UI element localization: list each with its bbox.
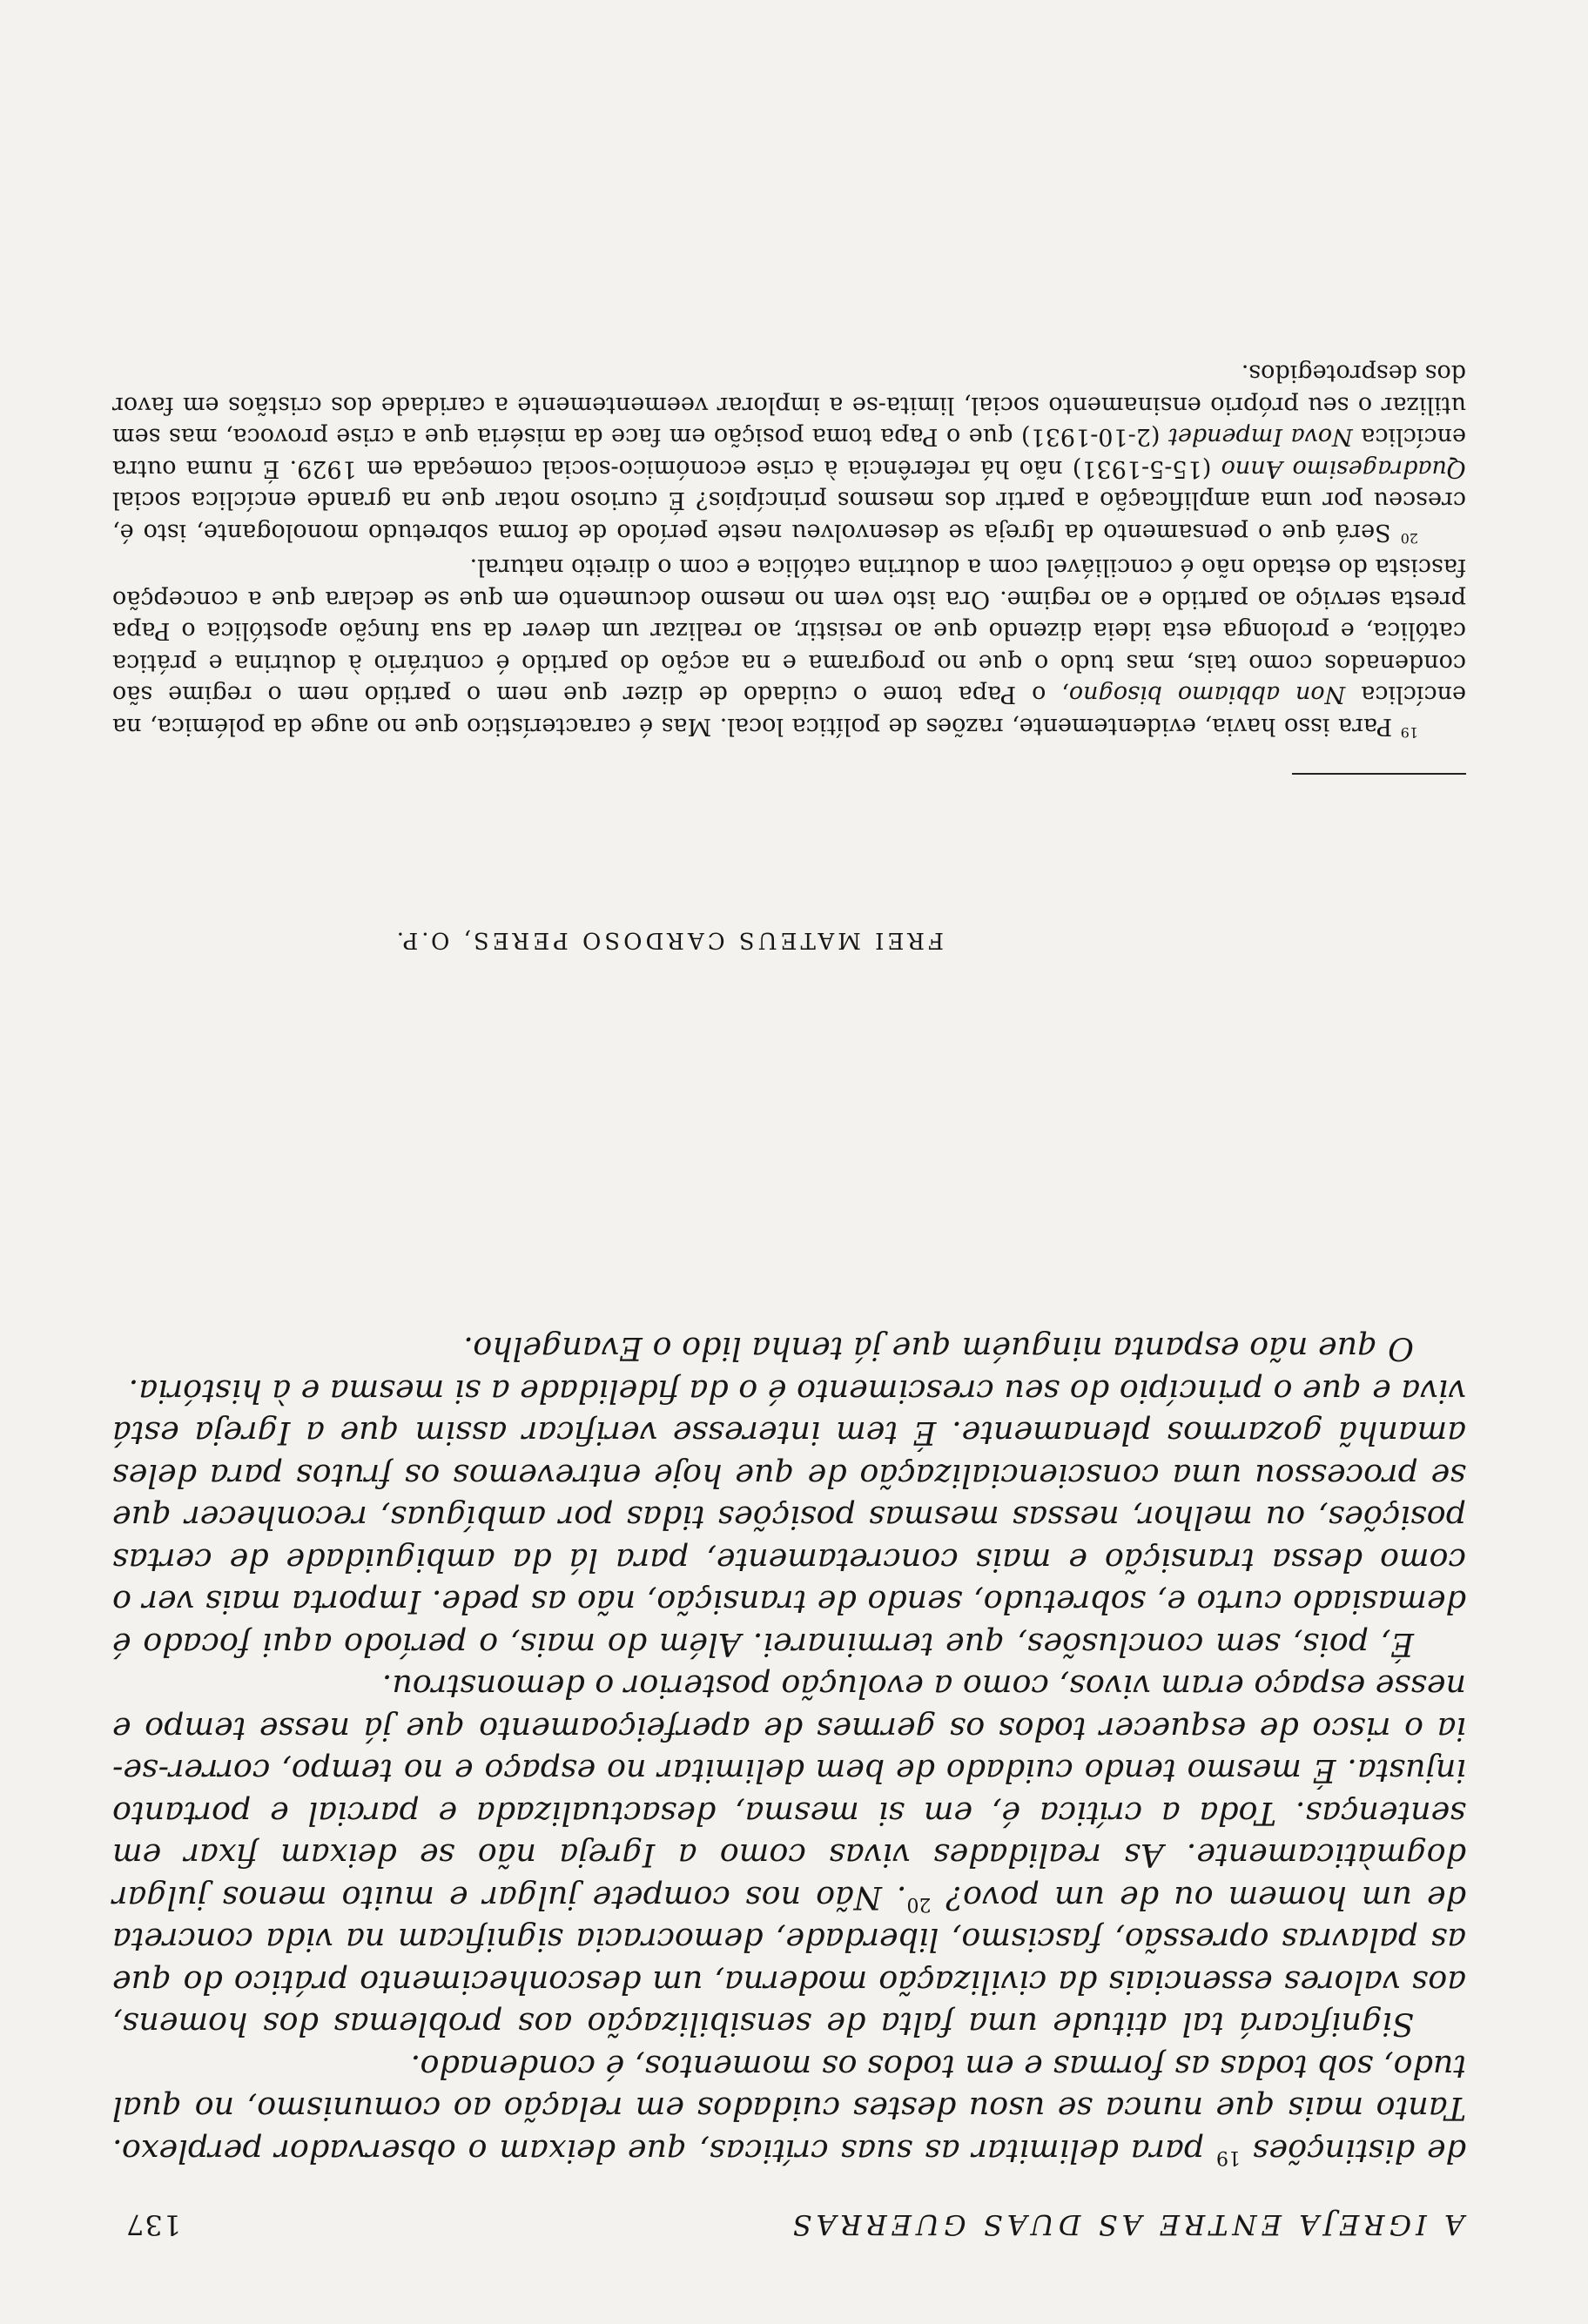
paragraph-1-rest: para delimitar as suas críticas, que deixam o observador perplexo. Tanto mais que nunca se usou destes cuidados em relação ao comunismo, no qual tudo, sob todas as formas e em todos os momentos, é condenado. <box>111 2048 1466 2170</box>
paragraph-4: O que não espanta ninguém que já tenha lido o Evangelho. <box>463 1330 1414 1368</box>
encyclical-title: Non abbiamo bisogno <box>1068 681 1346 709</box>
paragraph-3: É, pois, sem conclusões, que terminarei. Além do mais, o período aqui focado é demasiado curto e, sobretudo, sendo de transição, não as pede. Importa mais ver o como dessa transição e mais concretamente, para lá da ambiguidade de certas posições, ou melhor, nessas mesmas posições tidas por ambíguas, reconhecer que se processou uma consciencialização de que hoje entrevemos os frutos para deles amanhã gozarmos plenamente. É tem interesse verificar assim que a Igreja está viva e que o princípio do seu crescimento é o da fidelidade a si mesma e à história. <box>112 1373 1466 1663</box>
footnote-divider <box>1292 773 1466 775</box>
footnote-19 <box>112 551 1466 742</box>
footnote-number: 19 <box>1400 724 1418 741</box>
footnote-text: Para isso havia, evidentemente, razões de política local. Mas é característico que no auge da polémica, na encíclica <box>112 681 1466 740</box>
author-signature: FREI MATEUS CARDOSO PERES, O.P. <box>393 927 944 953</box>
page-number: 137 <box>125 2208 182 2241</box>
footnote-text: (15-5-1931) não há referência à crise económico-social começada em 1929. É numa outra encíclica <box>111 423 1466 482</box>
encyclical-title: Quadragesimo Anno <box>1221 455 1466 482</box>
footnote-text: , o Papa tome o cuidado de dizer que nem o partido nem o regime são condenados como tais, mas tudo o que no programa e na acção do partido é contrário à doutrina e prática católica, e prolonga esta ideia dizendo que ao resistir, ao realizar um dever da sua função apostólica o Papa presta serviço ao partido e ao regime. Ora isto vem no mesmo documento em que se declara que a concepção fascista do estado não é conciliável com a doutrina católica e com o direito natural. <box>112 554 1466 709</box>
running-title: A IGREJA ENTRE AS DUAS GUERRAS <box>788 2208 1464 2241</box>
footnote-number: 20 <box>1400 530 1418 547</box>
main-text <box>112 1327 1466 2172</box>
paragraph-1 <box>112 2045 1466 2173</box>
paragraph-2-rest: . Não nos compete julgar e muito menos julgar dogmàticamente. As realidades vivas como a Igreja não se deixam fixar em sentenças. Toda a crítica é, em si mesma, desactualizada e parcial e portanto injusta. É mesmo tendo cuidado de bem delimitar no espaço e no tempo, correr-se-ia o risco de esquecer todos os germes de aperfeiçoamento que já nesse tempo e nesse espaço eram vivos, como a evolução posterior o demonstrou. <box>112 1668 1466 1917</box>
footnote-ref-19: 19 <box>1215 2146 1241 2169</box>
paragraph-1-start: de distinções <box>1252 2133 1466 2170</box>
footnotes <box>112 353 1466 742</box>
footnote-ref-20: 20 <box>906 1893 932 1916</box>
encyclical-title: Nova Impendet <box>1168 423 1353 451</box>
footnote-text: Será que o pensamento da Igreja se desenvolveu neste período de forma sobretudo monologante, isto é, cresceu por uma amplificação a partir dos mesmos princípios? É curioso notar que na grande encíclica social <box>112 487 1466 546</box>
footnote-text: (2-10-1931) que o Papa toma posição em face da miséria que a crise provoca, mas sem utilizar o seu próprio ensinamento social, limita-se a implorar veementemente a caridade dos cristãos em favor dos desprotegidos. <box>112 359 1466 451</box>
paragraph-2 <box>112 1665 1466 2045</box>
footnote-20 <box>112 357 1466 547</box>
paragraph-2-start: Significará tal atitude uma falta de sensibilização aos problemas dos homens, aos valores essenciais da civilização moderna, um desconhecimento prático do que as palavras opressão, fascismo, liberdade, democracia significam na vida concreta de um homem ou de um povo? <box>112 1879 1466 2044</box>
page-header <box>125 2198 1475 2241</box>
